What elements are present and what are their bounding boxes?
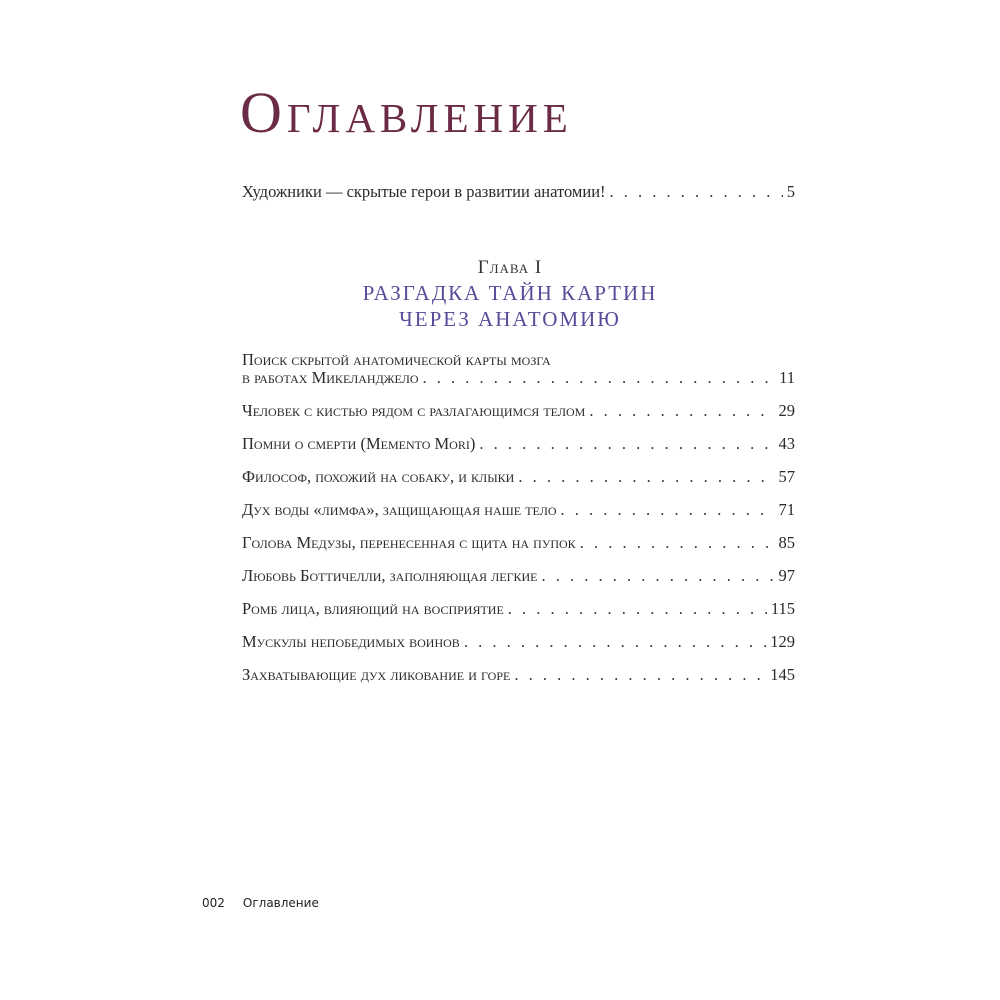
toc-entry-10[interactable]	[242, 667, 795, 684]
toc-entry-page: 129	[770, 632, 795, 651]
toc-entry-page: 71	[778, 500, 795, 519]
leader-dots	[518, 469, 774, 486]
toc-entry-page: 115	[770, 599, 795, 618]
chapter-title-line1: РАЗГАДКА ТАЙН КАРТИН	[362, 281, 658, 305]
leader-dots	[589, 403, 774, 420]
page-footer	[202, 896, 319, 910]
toc-entry-text: Человек с кистью рядом с разлагающимся телом	[242, 401, 586, 420]
toc-entry-page: 85	[778, 533, 795, 552]
toc-entry-3[interactable]	[242, 436, 795, 453]
toc-entry-page: 11	[779, 368, 795, 387]
leader-dots	[580, 535, 775, 552]
toc-entry-page: 57	[778, 467, 795, 486]
chapter-heading	[360, 256, 660, 332]
toc-entry-page: 5	[786, 182, 795, 201]
leader-dots	[514, 667, 766, 684]
toc-entry-text: Захватывающие дух ликование и горе	[242, 665, 511, 684]
toc-entry-page: 29	[778, 401, 795, 420]
toc-entry-1[interactable]	[242, 370, 795, 387]
toc-entry-7[interactable]	[242, 568, 795, 585]
page-title: Оглавление	[240, 80, 573, 145]
leader-dots	[508, 601, 767, 618]
leader-dots	[542, 568, 775, 585]
footer-page-number: 002	[202, 896, 225, 910]
chapter-title-line2: ЧЕРЕЗ АНАТОМИЮ	[399, 307, 621, 331]
toc-entry-text: Философ, похожий на собаку, и клыки	[242, 467, 515, 486]
toc-entry-page: 145	[770, 665, 795, 684]
leader-dots	[479, 436, 774, 453]
toc-entry-1-line1: Поиск скрытой анатомической карты мозга	[242, 350, 551, 369]
leader-dots	[423, 370, 776, 387]
toc-entry-8[interactable]	[242, 601, 795, 618]
toc-entry-text: Ромб лица, влияющий на восприятие	[242, 599, 504, 618]
toc-entry-text: Помни о смерти (Memento Mori)	[242, 434, 476, 453]
toc-entry-page: 97	[778, 566, 795, 585]
footer-section-title: Оглавление	[242, 896, 319, 910]
toc-entry-text: Любовь Боттичелли, заполняющая легкие	[242, 566, 538, 585]
toc-entry-page: 43	[778, 434, 795, 453]
toc-entry-6[interactable]	[242, 535, 795, 552]
toc-entry-text: Дух воды «лимфа», защищающая наше тело	[242, 500, 557, 519]
chapter-label: Глава I	[477, 257, 543, 278]
toc-entry-text: Голова Медузы, перенесенная с щита на пупок	[242, 533, 576, 552]
toc-entry-text: Художники — скрытые герои в развитии анатомии!	[242, 182, 606, 201]
toc-entry-4[interactable]	[242, 469, 795, 486]
toc-entry-9[interactable]	[242, 634, 795, 651]
toc-entry-intro[interactable]	[242, 184, 795, 201]
toc-entry-text: Мускулы непобедимых воинов	[242, 632, 460, 651]
toc-entry-5[interactable]	[242, 502, 795, 519]
toc-entry-2[interactable]	[242, 403, 795, 420]
leader-dots	[561, 502, 775, 519]
leader-dots	[610, 184, 783, 201]
toc-entry-text: в работах Микеланджело	[242, 368, 419, 387]
leader-dots	[464, 634, 766, 651]
